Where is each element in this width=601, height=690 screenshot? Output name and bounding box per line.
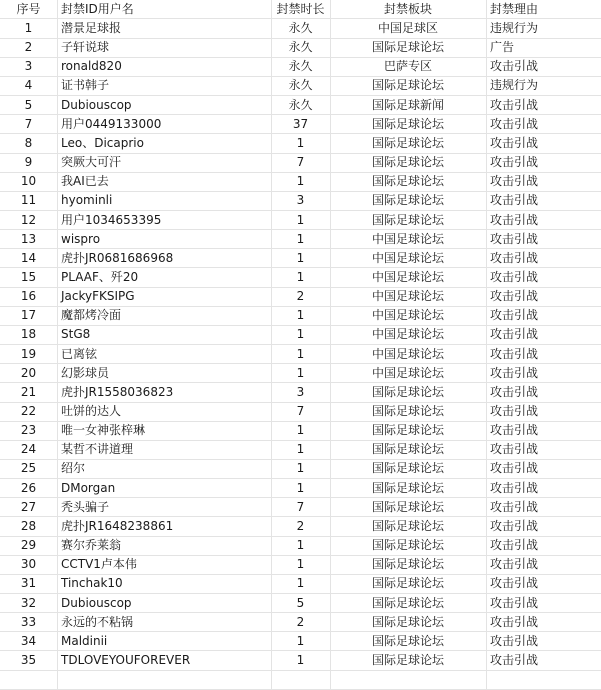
- row-number-cell[interactable]: 10: [20, 174, 37, 189]
- row-number-cell[interactable]: 31: [20, 576, 37, 591]
- row-number-cell[interactable]: 33: [20, 614, 37, 629]
- ban-duration-cell[interactable]: 1: [296, 231, 305, 246]
- ban-reason-cell[interactable]: 攻击引战: [490, 365, 539, 380]
- ban-board-cell[interactable]: 国际足球论坛: [371, 174, 444, 189]
- ban-duration-cell[interactable]: 1: [296, 557, 305, 572]
- ban-board-cell[interactable]: 国际足球论坛: [371, 480, 444, 495]
- row-number-cell[interactable]: 22: [20, 404, 37, 418]
- ban-duration-cell[interactable]: 1: [296, 633, 305, 648]
- ban-reason-cell[interactable]: 攻击引战: [490, 384, 539, 399]
- row-number-cell[interactable]: 9: [24, 155, 33, 170]
- ban-board-cell[interactable]: 国际足球论坛: [371, 212, 444, 227]
- ban-board-cell[interactable]: 国际足球论坛: [371, 576, 444, 591]
- row-number-cell[interactable]: 35: [20, 652, 37, 667]
- username-cell[interactable]: ronald820: [61, 59, 122, 74]
- ban-duration-cell[interactable]: 1: [296, 212, 305, 227]
- ban-duration-cell[interactable]: 37: [292, 116, 309, 131]
- ban-board-cell[interactable]: 中国足球区: [377, 21, 438, 35]
- username-cell[interactable]: 虎扑JR1648238861: [61, 518, 174, 533]
- ban-reason-cell[interactable]: 攻击引战: [490, 135, 539, 150]
- ban-reason-cell[interactable]: 攻击引战: [490, 231, 539, 246]
- ban-board-cell[interactable]: 中国足球论坛: [371, 269, 444, 284]
- ban-reason-cell[interactable]: 攻击引战: [490, 97, 539, 112]
- row-number-cell[interactable]: 13: [20, 231, 37, 246]
- ban-duration-cell[interactable]: 1: [296, 174, 305, 189]
- row-number-cell[interactable]: 14: [20, 250, 37, 265]
- username-cell[interactable]: 永远的不粘锅: [61, 614, 134, 629]
- table-row: [0, 574, 601, 593]
- ban-board-cell[interactable]: 国际足球论坛: [371, 384, 444, 399]
- username-cell[interactable]: hyominli: [61, 193, 113, 208]
- table-row: [0, 115, 601, 134]
- ban-duration-cell[interactable]: 1: [296, 461, 305, 476]
- ban-duration-cell[interactable]: 3: [296, 193, 305, 208]
- ban-reason-cell[interactable]: 攻击引战: [490, 212, 539, 227]
- username-cell[interactable]: Dubiouscop: [61, 595, 132, 610]
- table-row: [0, 230, 601, 249]
- ban-board-cell[interactable]: 巴萨专区: [383, 59, 432, 74]
- table-row: [0, 96, 601, 115]
- ban-duration-cell[interactable]: 永久: [288, 21, 313, 35]
- row-number-cell[interactable]: 20: [20, 365, 37, 380]
- header-row: [0, 0, 601, 19]
- ban-reason-cell[interactable]: 攻击引战: [490, 518, 539, 533]
- header-cell[interactable]: 封禁时长: [276, 2, 325, 16]
- username-cell[interactable]: 用户0449133000: [61, 116, 162, 131]
- username-cell[interactable]: 赛尔乔莱翁: [61, 538, 122, 553]
- table-row: [0, 594, 601, 613]
- ban-reason-cell[interactable]: 攻击引战: [490, 193, 539, 208]
- ban-duration-cell[interactable]: 2: [296, 518, 305, 533]
- ban-reason-cell[interactable]: 攻击引战: [490, 404, 539, 418]
- ban-duration-cell[interactable]: 1: [296, 250, 305, 265]
- table-row: [0, 402, 601, 421]
- table-row: [0, 383, 601, 402]
- table-row: [0, 268, 601, 287]
- ban-reason-cell[interactable]: 攻击引战: [490, 652, 539, 667]
- ban-duration-cell[interactable]: 1: [296, 442, 305, 457]
- ban-reason-cell[interactable]: 攻击引战: [490, 480, 539, 495]
- username-cell[interactable]: 我AI已去: [61, 174, 109, 189]
- table-row: [0, 421, 601, 440]
- ban-duration-cell[interactable]: 1: [296, 365, 305, 380]
- table-row: [0, 134, 601, 153]
- ban-reason-cell[interactable]: 攻击引战: [490, 423, 539, 438]
- table-row: [0, 172, 601, 191]
- ban-duration-cell[interactable]: 2: [296, 614, 305, 629]
- ban-duration-cell[interactable]: 永久: [288, 97, 313, 112]
- ban-board-cell[interactable]: 中国足球论坛: [371, 289, 444, 304]
- table-row: [0, 632, 601, 651]
- table-row: [0, 249, 601, 268]
- username-cell[interactable]: 吐饼的达人: [61, 404, 122, 418]
- ban-reason-cell[interactable]: 攻击引战: [490, 538, 539, 553]
- ban-duration-cell[interactable]: 7: [296, 155, 305, 170]
- table-row: [0, 325, 601, 344]
- username-cell[interactable]: 子轩说球: [61, 40, 110, 55]
- ban-reason-cell[interactable]: 攻击引战: [490, 499, 539, 514]
- username-cell[interactable]: 魔都烤冷面: [61, 308, 122, 323]
- ban-board-cell[interactable]: 国际足球论坛: [371, 461, 444, 476]
- username-cell[interactable]: Leo、Dicaprio: [61, 135, 144, 150]
- ban-board-cell[interactable]: 中国足球论坛: [371, 308, 444, 323]
- username-cell[interactable]: 绍尔: [61, 461, 86, 476]
- ban-reason-cell[interactable]: 攻击引战: [490, 461, 539, 476]
- ban-reason-cell[interactable]: 广告: [490, 40, 515, 55]
- ban-reason-cell[interactable]: 攻击引战: [490, 346, 539, 361]
- table-row: [0, 555, 601, 574]
- ban-duration-cell[interactable]: 5: [296, 595, 305, 610]
- row-number-cell[interactable]: 21: [20, 384, 37, 399]
- ban-board-cell[interactable]: 国际足球论坛: [371, 652, 444, 667]
- table-row: [0, 153, 601, 172]
- username-cell[interactable]: JackyFKSIPG: [61, 289, 135, 304]
- ban-board-cell[interactable]: 国际足球论坛: [371, 538, 444, 553]
- row-number-cell[interactable]: 5: [24, 97, 33, 112]
- row-number-cell[interactable]: 29: [20, 538, 37, 553]
- ban-board-cell[interactable]: 国际足球论坛: [371, 40, 444, 55]
- ban-duration-cell[interactable]: 永久: [288, 40, 313, 55]
- ban-reason-cell[interactable]: 攻击引战: [490, 155, 539, 170]
- ban-board-cell[interactable]: 国际足球论坛: [371, 614, 444, 629]
- ban-reason-cell[interactable]: 攻击引战: [490, 557, 539, 572]
- ban-reason-cell[interactable]: 攻击引战: [490, 442, 539, 457]
- ban-board-cell[interactable]: 国际足球论坛: [371, 155, 444, 170]
- ban-reason-cell[interactable]: 攻击引战: [490, 614, 539, 629]
- table-row: [0, 479, 601, 498]
- username-cell[interactable]: 证书韩子: [61, 78, 110, 93]
- username-cell[interactable]: 唯一女神张梓琳: [61, 423, 146, 438]
- username-cell[interactable]: CCTV1卢本伟: [61, 557, 137, 572]
- ban-board-cell[interactable]: 国际足球论坛: [371, 78, 444, 93]
- ban-duration-cell[interactable]: 1: [296, 308, 305, 323]
- username-cell[interactable]: 虎扑JR1558036823: [61, 384, 174, 399]
- ban-board-cell[interactable]: 中国足球论坛: [371, 250, 444, 265]
- ban-reason-cell[interactable]: 攻击引战: [490, 576, 539, 591]
- ban-reason-cell[interactable]: 攻击引战: [490, 595, 539, 610]
- table-row: [0, 19, 601, 38]
- ban-reason-cell[interactable]: 攻击引战: [490, 174, 539, 189]
- ban-duration-cell[interactable]: 1: [296, 652, 305, 667]
- row-number-cell[interactable]: 18: [20, 327, 37, 342]
- ban-duration-cell[interactable]: 1: [296, 269, 305, 284]
- username-cell[interactable]: 突厥大可汗: [61, 155, 122, 170]
- ban-duration-cell[interactable]: 永久: [288, 59, 313, 74]
- row-number-cell[interactable]: 23: [20, 423, 37, 438]
- row-number-cell[interactable]: 30: [20, 557, 37, 572]
- table-row: [0, 38, 601, 57]
- ban-board-cell[interactable]: 中国足球论坛: [371, 231, 444, 246]
- ban-duration-cell[interactable]: 3: [296, 384, 305, 399]
- ban-reason-cell[interactable]: 攻击引战: [490, 269, 539, 284]
- ban-board-cell[interactable]: 中国足球论坛: [371, 327, 444, 342]
- table-row: [0, 287, 601, 306]
- username-cell[interactable]: Tinchak10: [61, 576, 123, 591]
- username-cell[interactable]: 秃头骗子: [61, 499, 110, 514]
- username-cell[interactable]: 幻影球员: [61, 365, 110, 380]
- ban-reason-cell[interactable]: 违规行为: [490, 78, 539, 93]
- ban-duration-cell[interactable]: 2: [296, 289, 305, 304]
- table-row: [0, 57, 601, 76]
- table-row: [0, 651, 601, 670]
- ban-board-cell[interactable]: 中国足球论坛: [371, 365, 444, 380]
- table-row: [0, 440, 601, 459]
- username-cell[interactable]: PLAAF、歼20: [61, 269, 139, 284]
- ban-reason-cell[interactable]: 攻击引战: [490, 289, 539, 304]
- username-cell[interactable]: Dubiouscop: [61, 97, 132, 112]
- row-number-cell[interactable]: 3: [24, 59, 33, 74]
- ban-duration-cell[interactable]: 1: [296, 576, 305, 591]
- row-number-cell[interactable]: 4: [24, 78, 33, 93]
- username-cell[interactable]: 虎扑JR0681686968: [61, 250, 174, 265]
- ban-duration-cell[interactable]: 永久: [288, 78, 313, 93]
- table-row: [0, 459, 601, 478]
- row-number-cell[interactable]: 12: [20, 212, 37, 227]
- username-cell[interactable]: 潜景足球报: [61, 21, 122, 35]
- username-cell[interactable]: 某哲不讲道理: [61, 442, 134, 457]
- ban-reason-cell[interactable]: 攻击引战: [490, 116, 539, 131]
- row-number-cell[interactable]: 26: [20, 480, 37, 495]
- header-cell[interactable]: 序号: [16, 2, 41, 16]
- table-row: [0, 191, 601, 210]
- username-cell[interactable]: Maldinii: [61, 633, 108, 648]
- ban-duration-cell[interactable]: 1: [296, 346, 305, 361]
- ban-duration-cell[interactable]: 7: [296, 499, 305, 514]
- table-row: [0, 306, 601, 325]
- ban-reason-cell[interactable]: 攻击引战: [490, 59, 539, 74]
- row-number-cell[interactable]: 8: [24, 135, 33, 150]
- row-number-cell[interactable]: 16: [20, 289, 37, 304]
- header-cell[interactable]: 封禁板块: [383, 2, 432, 16]
- ban-board-cell[interactable]: 国际足球论坛: [371, 135, 444, 150]
- username-cell[interactable]: wispro: [61, 231, 101, 246]
- table-row: [0, 498, 601, 517]
- row-number-cell[interactable]: 19: [20, 346, 37, 361]
- row-number-cell[interactable]: 2: [24, 40, 33, 55]
- row-number-cell[interactable]: 27: [20, 499, 37, 514]
- row-number-cell[interactable]: 11: [20, 193, 37, 208]
- row-number-cell[interactable]: 7: [24, 116, 33, 131]
- ban-board-cell[interactable]: 国际足球论坛: [371, 595, 444, 610]
- ban-reason-cell[interactable]: 攻击引战: [490, 633, 539, 648]
- ban-board-cell[interactable]: 国际足球论坛: [371, 557, 444, 572]
- ban-board-cell[interactable]: 国际足球论坛: [371, 404, 444, 418]
- row-number-cell[interactable]: 32: [20, 595, 37, 610]
- row-number-cell[interactable]: 1: [24, 21, 33, 35]
- row-number-cell[interactable]: 24: [20, 442, 37, 457]
- ban-board-cell[interactable]: 国际足球论坛: [371, 116, 444, 131]
- row-number-cell[interactable]: 28: [20, 518, 37, 533]
- table-row: [0, 517, 601, 536]
- username-cell[interactable]: 用户1034653395: [61, 212, 162, 227]
- ban-duration-cell[interactable]: 1: [296, 327, 305, 342]
- ban-board-cell[interactable]: 国际足球论坛: [371, 518, 444, 533]
- table-row: [0, 76, 601, 95]
- row-number-cell[interactable]: 17: [20, 308, 37, 323]
- ban-reason-cell[interactable]: 攻击引战: [490, 308, 539, 323]
- table-row: [0, 364, 601, 383]
- ban-board-cell[interactable]: 国际足球论坛: [371, 193, 444, 208]
- ban-board-cell[interactable]: 国际足球论坛: [371, 633, 444, 648]
- table-row: [0, 613, 601, 632]
- ban-board-cell[interactable]: 国际足球论坛: [371, 423, 444, 438]
- ban-duration-cell[interactable]: 1: [296, 423, 305, 438]
- username-cell[interactable]: DMorgan: [61, 480, 116, 495]
- ban-duration-cell[interactable]: 1: [296, 480, 305, 495]
- ban-duration-cell[interactable]: 1: [296, 538, 305, 553]
- row-number-cell[interactable]: 15: [20, 269, 37, 284]
- row-number-cell[interactable]: 34: [20, 633, 37, 648]
- table-row: [0, 211, 601, 230]
- username-cell[interactable]: 已离铉: [61, 346, 98, 361]
- username-cell[interactable]: TDLOVEYOUFOREVER: [61, 652, 191, 667]
- ban-board-cell[interactable]: 国际足球论坛: [371, 442, 444, 457]
- ban-reason-cell[interactable]: 违规行为: [490, 21, 539, 35]
- username-cell[interactable]: StG8: [61, 327, 91, 342]
- ban-board-cell[interactable]: 中国足球论坛: [371, 346, 444, 361]
- table-row: [0, 536, 601, 555]
- header-cell[interactable]: 封禁ID用户名: [61, 2, 134, 16]
- ban-board-cell[interactable]: 国际足球论坛: [371, 499, 444, 514]
- ban-board-cell[interactable]: 国际足球新闻: [371, 97, 444, 112]
- table-row: [0, 345, 601, 364]
- ban-duration-cell[interactable]: 7: [296, 404, 305, 418]
- ban-reason-cell[interactable]: 攻击引战: [490, 250, 539, 265]
- ban-reason-cell[interactable]: 攻击引战: [490, 327, 539, 342]
- ban-duration-cell[interactable]: 1: [296, 135, 305, 150]
- header-cell[interactable]: 封禁理由: [490, 2, 539, 16]
- row-number-cell[interactable]: 25: [20, 461, 37, 476]
